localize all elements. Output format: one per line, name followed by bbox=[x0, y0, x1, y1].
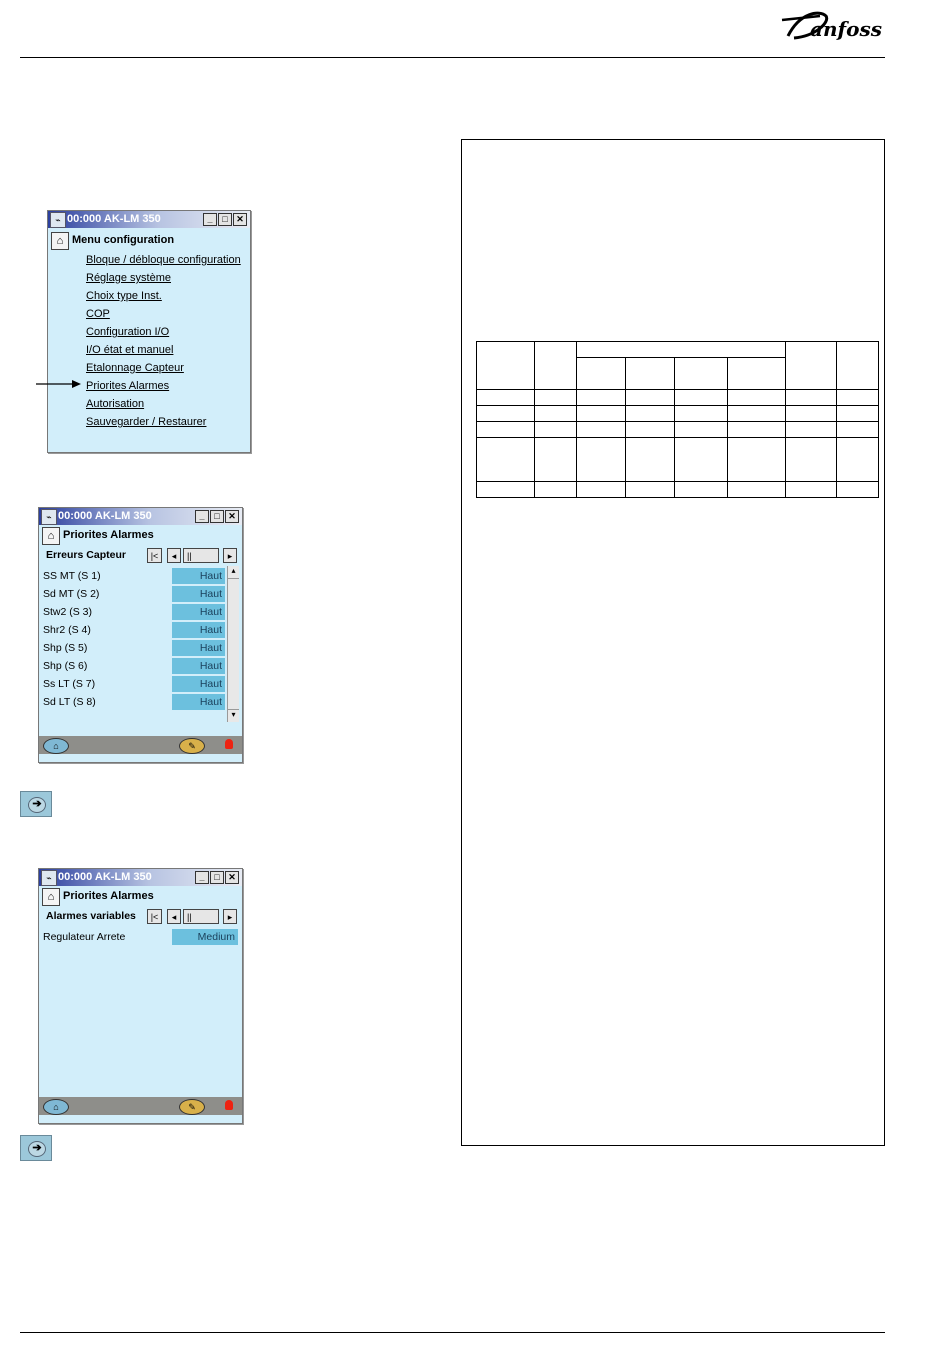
row-value[interactable]: Haut bbox=[172, 604, 225, 620]
arrow-right-icon: ➔ bbox=[28, 1141, 46, 1157]
row-label: Shp (S 5) bbox=[43, 642, 88, 654]
section-label: Alarmes variables bbox=[46, 910, 136, 922]
scroll-up-arrow[interactable]: ▴ bbox=[228, 566, 239, 579]
maximize-button[interactable]: □ bbox=[210, 510, 224, 523]
row-value[interactable]: Haut bbox=[172, 622, 225, 638]
row-label: Stw2 (S 3) bbox=[43, 606, 93, 618]
row-label: Sd MT (S 2) bbox=[43, 588, 100, 600]
row-label: Ss LT (S 7) bbox=[43, 678, 96, 690]
row-label: SS MT (S 1) bbox=[43, 570, 101, 582]
row-value[interactable]: Haut bbox=[172, 568, 225, 584]
table-cell bbox=[626, 358, 675, 390]
next-screen-button[interactable] bbox=[20, 1135, 52, 1161]
prev-page-button[interactable]: ◂ bbox=[167, 548, 181, 563]
app-icon: ⌁ bbox=[41, 509, 57, 525]
minimize-button[interactable]: _ bbox=[195, 510, 209, 523]
maximize-button[interactable]: □ bbox=[210, 871, 224, 884]
page-slider[interactable]: || bbox=[183, 548, 219, 563]
table-cell bbox=[837, 342, 879, 390]
priorites-alarmes-window-1 bbox=[38, 507, 243, 763]
menu-item-choix-type-inst[interactable]: Choix type Inst. bbox=[86, 290, 162, 302]
danfoss-logo bbox=[780, 6, 890, 46]
menu-item-sauvegarder-restaurer[interactable]: Sauvegarder / Restaurer bbox=[86, 416, 207, 428]
section-label: Erreurs Capteur bbox=[46, 549, 126, 561]
home-icon[interactable]: ⌂ bbox=[51, 232, 69, 250]
row-label: Shp (S 6) bbox=[43, 660, 88, 672]
bottom-toolbar bbox=[39, 736, 242, 754]
table-row bbox=[477, 438, 879, 482]
close-button[interactable]: ✕ bbox=[233, 213, 247, 226]
row-value[interactable]: Haut bbox=[172, 676, 225, 692]
table-row bbox=[477, 482, 879, 498]
table-row bbox=[477, 422, 879, 438]
next-screen-button[interactable] bbox=[20, 791, 52, 817]
table-cell bbox=[674, 358, 727, 390]
scroll-down-arrow[interactable]: ▾ bbox=[228, 709, 239, 722]
menu-item-bloque-configuration[interactable]: Bloque / débloque configuration bbox=[86, 254, 241, 266]
app-icon: ⌁ bbox=[50, 212, 66, 228]
alarm-bell-icon[interactable] bbox=[225, 739, 233, 749]
menu-item-etalonnage-capteur[interactable]: Etalonnage Capteur bbox=[86, 362, 184, 374]
table-cell bbox=[786, 342, 837, 390]
window-title: 00:000 AK-LM 350 bbox=[58, 510, 152, 522]
svg-text:anfoss: anfoss bbox=[810, 17, 882, 41]
prev-page-button[interactable]: ◂ bbox=[167, 909, 181, 924]
row-label: Regulateur Arrete bbox=[43, 931, 126, 943]
pointer-arrow bbox=[36, 378, 81, 390]
menu-configuration-window bbox=[47, 210, 251, 453]
table-cell bbox=[577, 358, 626, 390]
window-titlebar bbox=[48, 211, 250, 228]
table-row bbox=[477, 406, 879, 422]
tools-wrench-icon[interactable]: ✎ bbox=[179, 738, 205, 754]
row-label: Sd LT (S 8) bbox=[43, 696, 96, 708]
minimize-button[interactable]: _ bbox=[203, 213, 217, 226]
home-icon[interactable]: ⌂ bbox=[42, 527, 60, 545]
table-cell bbox=[577, 342, 786, 358]
row-value[interactable]: Haut bbox=[172, 640, 225, 656]
next-page-button[interactable]: ▸ bbox=[223, 548, 237, 563]
page-slider[interactable]: || bbox=[183, 909, 219, 924]
close-button[interactable]: ✕ bbox=[225, 510, 239, 523]
menu-item-priorites-alarmes[interactable]: Priorites Alarmes bbox=[86, 380, 170, 392]
header-rule bbox=[20, 57, 885, 58]
row-value[interactable]: Haut bbox=[172, 694, 225, 710]
home-button-icon[interactable]: ⌂ bbox=[43, 1099, 69, 1115]
priorites-alarmes-window-2 bbox=[38, 868, 243, 1124]
table-cell bbox=[534, 342, 577, 390]
menu-item-configuration-io[interactable]: Configuration I/O bbox=[86, 326, 170, 338]
maximize-button[interactable]: □ bbox=[218, 213, 232, 226]
first-page-button[interactable]: |< bbox=[147, 548, 162, 563]
alarm-bell-icon[interactable] bbox=[225, 1100, 233, 1110]
table-cell bbox=[477, 342, 535, 390]
home-icon[interactable]: ⌂ bbox=[42, 888, 60, 906]
priority-table bbox=[476, 341, 879, 498]
table-row bbox=[477, 390, 879, 406]
window-title: 00:000 AK-LM 350 bbox=[67, 213, 161, 225]
vertical-scrollbar[interactable] bbox=[227, 566, 239, 722]
window-title: 00:000 AK-LM 350 bbox=[58, 871, 152, 883]
info-panel bbox=[461, 139, 885, 1146]
arrow-right-icon: ➔ bbox=[28, 797, 46, 813]
window-titlebar bbox=[39, 508, 242, 525]
first-page-button[interactable]: |< bbox=[147, 909, 162, 924]
window-heading: Priorites Alarmes bbox=[63, 890, 154, 902]
window-titlebar bbox=[39, 869, 242, 886]
row-value[interactable]: Medium bbox=[172, 929, 238, 945]
window-heading: Priorites Alarmes bbox=[63, 529, 154, 541]
app-icon: ⌁ bbox=[41, 870, 57, 886]
table-cell bbox=[727, 358, 786, 390]
minimize-button[interactable]: _ bbox=[195, 871, 209, 884]
row-value[interactable]: Haut bbox=[172, 658, 225, 674]
menu-item-cop[interactable]: COP bbox=[86, 308, 110, 320]
row-value[interactable]: Haut bbox=[172, 586, 225, 602]
bottom-toolbar bbox=[39, 1097, 242, 1115]
menu-item-io-etat-manuel[interactable]: I/O état et manuel bbox=[86, 344, 174, 356]
home-button-icon[interactable]: ⌂ bbox=[43, 738, 69, 754]
menu-item-reglage-systeme[interactable]: Réglage système bbox=[86, 272, 171, 284]
menu-item-autorisation[interactable]: Autorisation bbox=[86, 398, 145, 410]
close-button[interactable]: ✕ bbox=[225, 871, 239, 884]
footer-rule bbox=[20, 1332, 885, 1333]
tools-wrench-icon[interactable]: ✎ bbox=[179, 1099, 205, 1115]
row-label: Shr2 (S 4) bbox=[43, 624, 91, 636]
menu-heading: Menu configuration bbox=[72, 234, 175, 246]
next-page-button[interactable]: ▸ bbox=[223, 909, 237, 924]
